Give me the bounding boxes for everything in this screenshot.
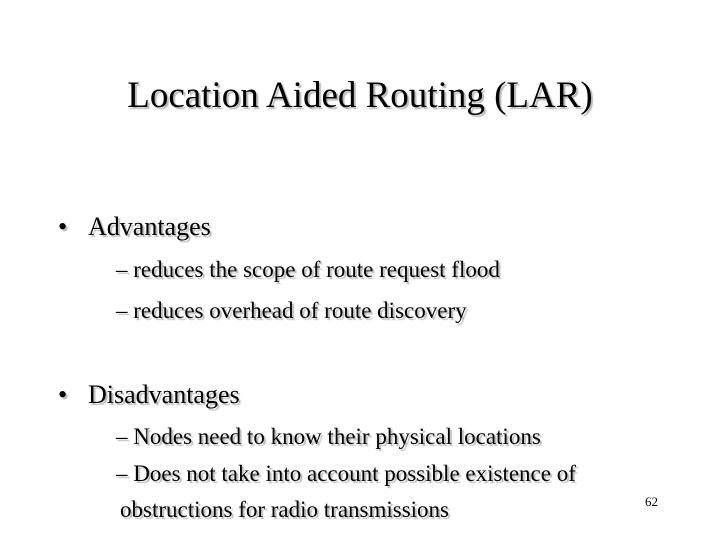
disadvantages-item-2-continuation: obstructions for radio transmissions <box>120 497 449 522</box>
advantages-item-2-text: reduces overhead of route discovery <box>133 298 467 323</box>
bullet-dot: • <box>58 380 68 409</box>
bullet-advantages <box>58 211 211 243</box>
advantages-item-1-text: reduces the scope of route request flood <box>133 257 500 282</box>
disadvantages-item-1 <box>116 422 541 452</box>
bullet-advantages-label: Advantages <box>88 212 211 241</box>
disadvantages-item-1-text: Nodes need to know their physical locations <box>133 424 541 449</box>
dash: – <box>116 298 128 323</box>
dash: – <box>116 424 128 449</box>
dash: – <box>116 257 128 282</box>
disadvantages-item-2-text: Does not take into account possible existence of <box>133 461 576 486</box>
dash: – <box>116 461 128 486</box>
bullet-dot: • <box>58 212 68 241</box>
advantages-item-1 <box>116 255 500 285</box>
bullet-disadvantages <box>58 379 240 411</box>
bullet-disadvantages-label: Disadvantages <box>88 380 240 409</box>
disadvantages-item-2 <box>116 459 576 489</box>
slide-number: 62 <box>645 494 658 509</box>
slide-title: Location Aided Routing (LAR) <box>127 75 593 116</box>
advantages-item-2 <box>116 296 467 326</box>
